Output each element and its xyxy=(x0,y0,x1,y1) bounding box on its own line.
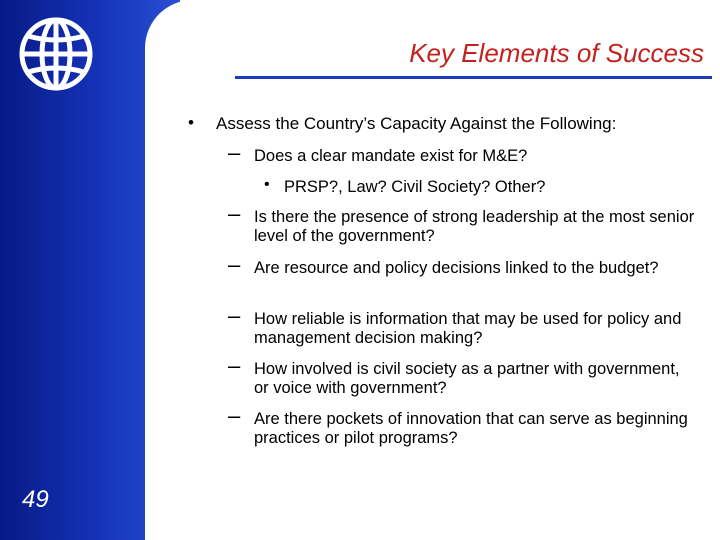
globe-logo-icon xyxy=(16,14,96,94)
sub-item-text: Does a clear mandate exist for M&E? xyxy=(254,147,528,165)
main-bullet: Assess the Country’s Capacity Against the Following: xyxy=(216,114,617,133)
dash-marker: – xyxy=(228,201,241,226)
slide-title: Key Elements of Success xyxy=(409,38,704,68)
sub-sub-item xyxy=(264,178,545,197)
bullet-dot: • xyxy=(264,176,270,193)
sub-item-information xyxy=(228,303,698,348)
page-number: 49 xyxy=(22,486,49,513)
sub-item-leadership xyxy=(228,201,698,246)
sub-item-text: How involved is civil society as a partner with government, or voice with government? xyxy=(254,360,680,397)
sub-item-mandate xyxy=(228,140,698,166)
bullet-dot: • xyxy=(188,113,194,132)
sub-item-text: Is there the presence of strong leadership at the most senior level of the government? xyxy=(254,208,695,245)
sub-item-text: Are there pockets of innovation that can serve as beginning practices or pilot programs? xyxy=(254,410,688,447)
sub-item-text: Are resource and policy decisions linked to the budget? xyxy=(254,259,659,277)
sub-sub-item-text: PRSP?, Law? Civil Society? Other? xyxy=(284,178,546,196)
dash-marker: – xyxy=(228,140,241,165)
dash-marker: – xyxy=(228,252,241,277)
sub-item-text: How reliable is information that may be used for policy and management decision making? xyxy=(254,310,682,347)
sub-item-budget xyxy=(228,252,698,278)
dash-marker: – xyxy=(228,353,241,378)
dash-marker: – xyxy=(228,403,241,428)
sub-item-innovation xyxy=(228,403,698,448)
dash-marker: – xyxy=(228,303,241,328)
sub-item-civil-society xyxy=(228,353,698,398)
title-divider xyxy=(235,76,712,79)
